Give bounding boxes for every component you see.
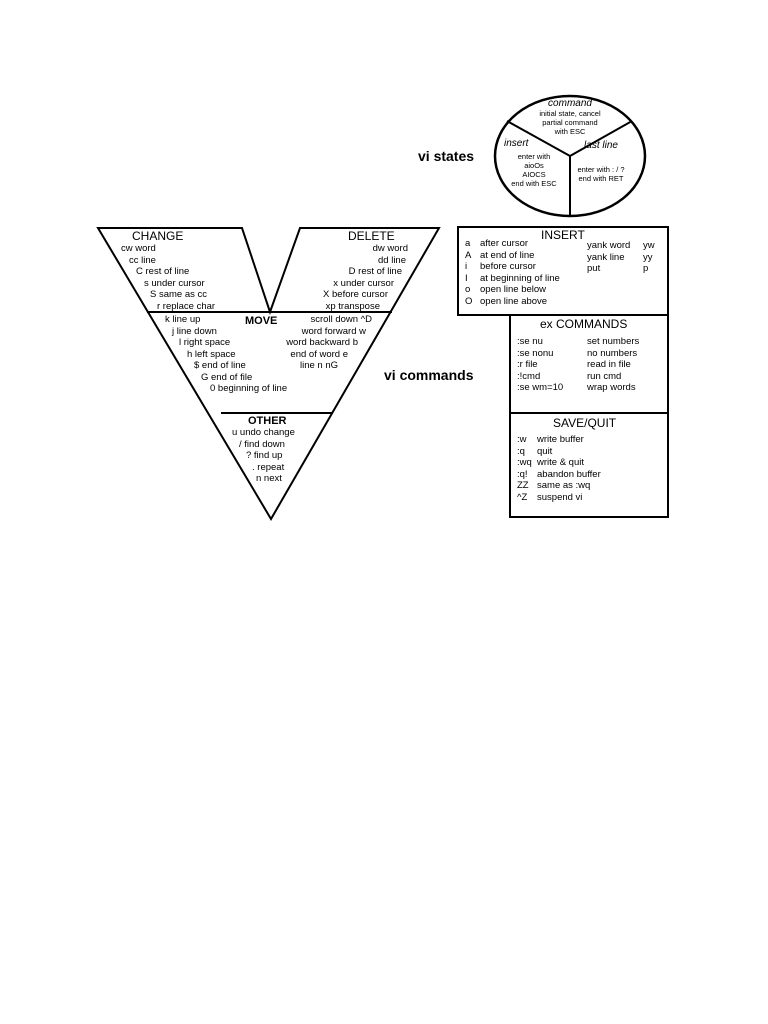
- move-item: line n nG: [299, 360, 338, 371]
- savequit-cmd: ZZ: [517, 480, 529, 491]
- insert-key: a: [465, 238, 471, 249]
- insert-desc: open line below: [480, 284, 547, 295]
- yank-key: yy: [643, 251, 653, 263]
- other-title: OTHER: [248, 415, 287, 427]
- delete-title: DELETE: [348, 229, 395, 243]
- yank-keys: [643, 240, 655, 275]
- yank-label: yank word: [587, 240, 631, 251]
- insert-desc: after cursor: [480, 238, 529, 249]
- insert-keys: [465, 238, 472, 307]
- vi-states-label: vi states: [418, 148, 475, 164]
- savequit-desc: same as :wq: [537, 480, 591, 491]
- ex-desc: no numbers: [587, 347, 638, 359]
- change-item: S same as cc: [150, 289, 208, 300]
- move-item: k line up: [165, 314, 201, 325]
- state-insert-line: aioOs: [524, 161, 544, 170]
- move-item: word forward w: [301, 325, 366, 337]
- ex-cmd: :!cmd: [517, 370, 541, 382]
- ex-desc: read in file: [587, 359, 631, 370]
- insert-key: O: [465, 295, 473, 307]
- ex-desc: run cmd: [587, 370, 622, 382]
- ex-cmds: [517, 336, 563, 394]
- yank-label: yank line: [587, 251, 625, 263]
- ex-title: ex COMMANDS: [540, 317, 628, 331]
- move-item: h left space: [187, 348, 236, 360]
- delete-item: dd line: [378, 254, 406, 266]
- insert-desc: at beginning of line: [480, 272, 560, 284]
- change-title: CHANGE: [132, 229, 184, 243]
- delete-item: dw word: [372, 243, 408, 254]
- move-right-list: [236, 314, 372, 372]
- savequit-cmds: [517, 434, 532, 503]
- move-item: scroll down ^D: [310, 314, 372, 325]
- yank-label: put: [587, 263, 601, 274]
- savequit-desc: suspend vi: [537, 491, 583, 503]
- savequit-title: SAVE/QUIT: [553, 416, 617, 430]
- move-item: end of word e: [290, 348, 348, 360]
- insert-key: o: [465, 284, 471, 295]
- ex-cmd: :se wm=10: [517, 382, 564, 393]
- insert-key: i: [465, 261, 468, 272]
- delete-item: x under cursor: [333, 277, 394, 289]
- other-list: [224, 427, 324, 485]
- change-item: C rest of line: [136, 266, 190, 277]
- ex-cmd: :r file: [517, 359, 538, 370]
- insert-descs: [480, 238, 560, 307]
- move-item: G end of file: [201, 371, 253, 383]
- savequit-cmd: :q!: [517, 468, 528, 480]
- ex-descs: [587, 336, 639, 394]
- ex-desc: wrap words: [587, 382, 636, 393]
- yank-key: yw: [643, 240, 655, 251]
- savequit-cmd: ^Z: [517, 491, 528, 503]
- savequit-desc: quit: [537, 445, 553, 457]
- move-item: word backward b: [286, 337, 358, 348]
- state-lastline-line: enter with : / ?: [577, 165, 625, 174]
- change-item: cw word: [121, 243, 156, 254]
- insert-key: I: [465, 272, 468, 284]
- state-command-line: with ESC: [554, 127, 586, 136]
- savequit-cmd: :w: [517, 434, 527, 445]
- ex-cmd: :se nonu: [517, 347, 554, 359]
- change-item: r replace char: [157, 300, 216, 312]
- insert-desc: at end of line: [480, 249, 535, 261]
- savequit-desc: abandon buffer: [537, 468, 601, 480]
- state-insert-line: end with ESC: [511, 179, 557, 188]
- other-item: ? find up: [246, 450, 283, 461]
- state-command-line: partial command: [542, 118, 598, 127]
- delete-item: D rest of line: [348, 266, 402, 277]
- other-item: . repeat: [252, 461, 285, 473]
- state-insert-title: insert: [504, 138, 529, 149]
- delete-item: xp transpose: [325, 300, 380, 312]
- move-item: j line down: [172, 325, 217, 337]
- savequit-desc: write buffer: [537, 434, 584, 445]
- savequit-cmd: :q: [517, 445, 525, 457]
- state-command-line: initial state, cancel: [539, 109, 601, 118]
- state-lastline-line: end with RET: [578, 174, 624, 183]
- insert-title: INSERT: [541, 228, 585, 242]
- state-lastline-title: last line: [584, 140, 618, 151]
- insert-key: A: [465, 249, 472, 261]
- insert-desc: before cursor: [480, 261, 536, 272]
- other-item: n next: [256, 473, 282, 484]
- other-item: u undo change: [232, 427, 295, 438]
- change-item: s under cursor: [144, 277, 205, 289]
- ex-cmd: :se nu: [517, 336, 543, 347]
- savequit-descs: [537, 434, 601, 503]
- savequit-desc: write & quit: [537, 457, 584, 468]
- move-title: MOVE: [245, 315, 278, 327]
- move-item: $ end of line: [194, 360, 246, 371]
- state-insert-line: AIOCS: [522, 170, 546, 179]
- yank-key: p: [643, 263, 649, 274]
- ex-desc: set numbers: [587, 336, 640, 347]
- change-list: [112, 243, 272, 312]
- state-command-title: command: [548, 98, 592, 109]
- move-item: l right space: [179, 337, 231, 348]
- other-item: / find down: [239, 438, 285, 450]
- vi-commands-label: vi commands: [384, 367, 474, 383]
- change-item: cc line: [129, 254, 156, 266]
- savequit-cmd: :wq: [517, 457, 532, 468]
- state-insert-line: enter with: [517, 152, 551, 161]
- insert-desc: open line above: [480, 295, 548, 307]
- move-item: 0 beginning of line: [210, 383, 288, 394]
- delete-list: [270, 243, 408, 312]
- delete-item: X before cursor: [323, 289, 388, 300]
- yank-labels: [587, 240, 630, 275]
